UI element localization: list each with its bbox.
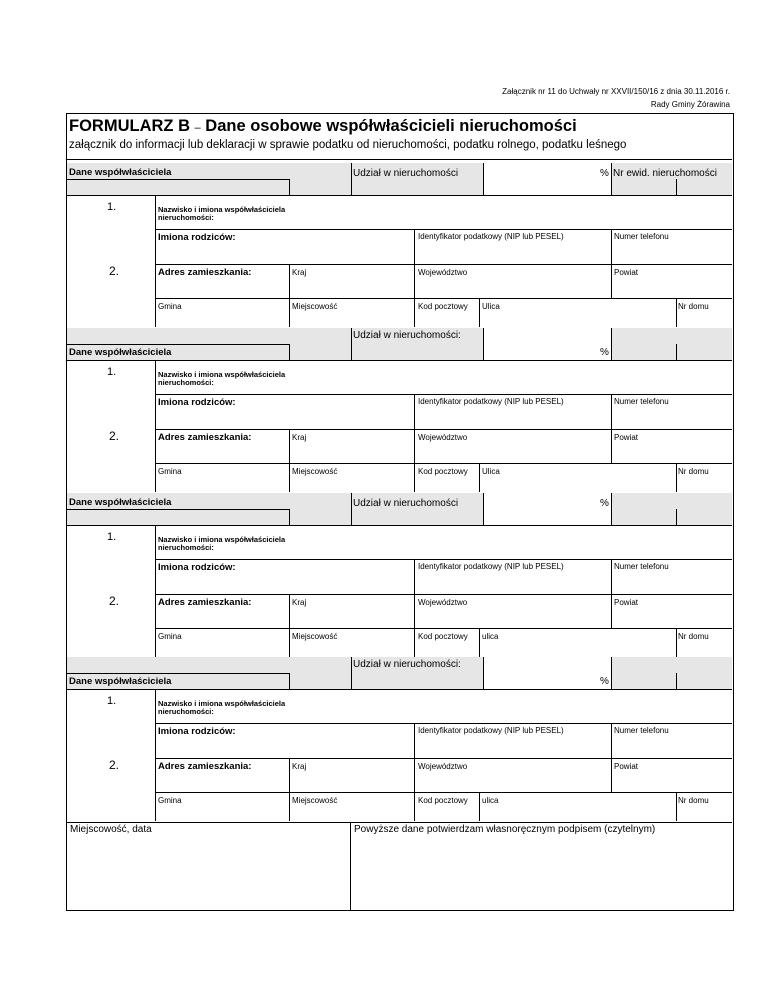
house-number-input[interactable]: [677, 313, 730, 326]
name-input[interactable]: [327, 528, 727, 556]
parents-label: Imiona rodziców:: [158, 397, 236, 408]
commune-input[interactable]: [156, 643, 287, 656]
percent-sign: %: [600, 676, 609, 687]
share-label: Udział w nieruchomości:: [353, 330, 461, 341]
tax-id-input[interactable]: [415, 243, 609, 263]
house-number-label: Nr domu: [678, 302, 709, 311]
postal-code-label: Kod pocztowy: [418, 796, 468, 805]
tax-id-input[interactable]: [415, 408, 609, 428]
country-input[interactable]: [290, 279, 412, 297]
address-label: Adres zamieszkania:: [158, 597, 252, 608]
ewid-field[interactable]: [611, 657, 732, 689]
address-label: Adres zamieszkania:: [158, 432, 252, 443]
divider: [351, 493, 352, 525]
divider: [67, 822, 732, 823]
form-title-dash: –: [194, 122, 201, 134]
parents-label: Imiona rodziców:: [158, 726, 236, 737]
divider: [155, 429, 732, 430]
postal-code-label: Kod pocztowy: [418, 302, 468, 311]
country-label: Kraj: [292, 433, 307, 442]
attachment-note: Załącznik nr 11 do Uchwały nr XXVII/150/16 z dnia 30.11.2016 r.: [502, 87, 730, 96]
divider: [676, 509, 677, 525]
phone-label: Numer telefonu: [614, 562, 669, 571]
street-input[interactable]: [480, 478, 674, 491]
item-number-2: 2.: [109, 594, 120, 608]
tax-id-input[interactable]: [415, 737, 609, 757]
place-date-label: Miejscowość, data: [70, 824, 152, 835]
place-date-field[interactable]: [69, 836, 347, 906]
form-title: [69, 117, 577, 136]
divider: [611, 163, 612, 195]
divider: [67, 179, 289, 180]
street-input[interactable]: [480, 643, 674, 656]
street-label: ulica: [482, 796, 499, 805]
commune-input[interactable]: [156, 807, 287, 820]
share-label: Udział w nieruchomości:: [353, 659, 461, 670]
form-title-text: Dane osobowe współwłaścicieli nieruchomości: [205, 117, 577, 135]
percent-sign: %: [600, 168, 609, 179]
divider: [289, 673, 290, 689]
divider: [676, 673, 677, 689]
postal-code-label: Kod pocztowy: [418, 467, 468, 476]
commune-input[interactable]: [156, 313, 287, 326]
phone-input[interactable]: [612, 243, 730, 263]
postal-code-input[interactable]: [415, 807, 477, 820]
house-number-input[interactable]: [677, 807, 730, 820]
city-label: Miejscowość: [292, 796, 338, 805]
voivodeship-label: Województwo: [418, 433, 468, 442]
county-input[interactable]: [612, 773, 730, 791]
phone-label: Numer telefonu: [614, 726, 669, 735]
address-label: Adres zamieszkania:: [158, 267, 252, 278]
ewid-field[interactable]: [611, 493, 732, 525]
divider: [155, 594, 732, 595]
name-label: Nazwisko i imiona współwłaściciela nieruchomości:: [158, 699, 286, 716]
tax-id-label: Identyfikator podatkowy (NIP lub PESEL): [418, 232, 564, 241]
item-number-2: 2.: [109, 429, 120, 443]
parents-input[interactable]: [156, 408, 412, 428]
share-input[interactable]: [484, 329, 610, 359]
city-input[interactable]: [290, 807, 412, 820]
city-input[interactable]: [290, 478, 412, 491]
share-input[interactable]: [484, 164, 610, 194]
postal-code-input[interactable]: [415, 643, 477, 656]
street-input[interactable]: [480, 807, 674, 820]
parents-input[interactable]: [156, 737, 412, 757]
postal-code-label: Kod pocztowy: [418, 632, 468, 641]
divider: [155, 298, 732, 299]
house-number-label: Nr domu: [678, 467, 709, 476]
divider: [611, 328, 612, 360]
street-input[interactable]: [480, 313, 674, 326]
tax-id-label: Identyfikator podatkowy (NIP lub PESEL): [418, 726, 564, 735]
county-label: Powiat: [614, 268, 639, 277]
county-input[interactable]: [612, 279, 730, 297]
section-title: Dane współwłaściciela: [69, 347, 172, 358]
house-number-input[interactable]: [677, 478, 730, 491]
ewid-label: Nr ewid. nieruchomości: [613, 168, 717, 179]
parents-input[interactable]: [156, 243, 412, 263]
house-number-label: Nr domu: [678, 796, 709, 805]
name-input[interactable]: [327, 692, 727, 720]
divider: [67, 689, 732, 690]
divider: [351, 657, 352, 689]
name-label: Nazwisko i imiona współwłaściciela nieruchomości:: [158, 535, 286, 552]
commune-label: Gmina: [158, 632, 182, 641]
divider: [611, 493, 612, 525]
divider: [611, 657, 612, 689]
divider: [351, 328, 352, 360]
voivodeship-input[interactable]: [415, 773, 609, 791]
voivodeship-label: Województwo: [418, 268, 468, 277]
item-number-1: 1.: [107, 695, 117, 707]
divider: [289, 179, 290, 195]
name-label: Nazwisko i imiona współwłaściciela nieruchomości:: [158, 370, 286, 387]
country-input[interactable]: [290, 609, 412, 627]
postal-code-input[interactable]: [415, 478, 477, 491]
percent-sign: %: [600, 498, 609, 509]
parents-label: Imiona rodziców:: [158, 562, 236, 573]
divider: [155, 394, 732, 395]
phone-label: Numer telefonu: [614, 232, 669, 241]
divider: [67, 159, 732, 160]
county-label: Powiat: [614, 433, 639, 442]
item-number-2: 2.: [109, 264, 120, 278]
divider: [155, 628, 732, 629]
share-label: Udział w nieruchomości: [353, 168, 459, 179]
tax-id-label: Identyfikator podatkowy (NIP lub PESEL): [418, 397, 564, 406]
divider: [67, 509, 289, 510]
name-label: Nazwisko i imiona współwłaściciela nieruchomości:: [158, 205, 286, 222]
divider: [67, 360, 732, 361]
house-number-input[interactable]: [677, 643, 730, 656]
section-title: Dane współwłaściciela: [69, 497, 172, 508]
divider: [155, 264, 732, 265]
country-label: Kraj: [292, 598, 307, 607]
ewid-field[interactable]: [611, 328, 732, 360]
parents-label: Imiona rodziców:: [158, 232, 236, 243]
signature-label: Powyższe dane potwierdzam własnoręcznym podpisem (czytelnym): [354, 824, 656, 835]
item-number-2: 2.: [109, 758, 120, 772]
form-b: [66, 113, 734, 911]
voivodeship-input[interactable]: [415, 444, 609, 462]
divider: [155, 463, 732, 464]
commune-label: Gmina: [158, 467, 182, 476]
section-title: Dane współwłaściciela: [69, 167, 172, 178]
divider: [67, 195, 732, 196]
tax-id-input[interactable]: [415, 573, 609, 593]
county-input[interactable]: [612, 444, 730, 462]
divider: [289, 344, 290, 360]
postal-code-input[interactable]: [415, 313, 477, 326]
divider: [155, 229, 732, 230]
country-input[interactable]: [290, 444, 412, 462]
divider: [67, 673, 289, 674]
divider: [155, 792, 732, 793]
county-input[interactable]: [612, 609, 730, 627]
footer-divider: [350, 822, 351, 910]
council-name: Rady Gminy Żórawina: [650, 100, 730, 109]
city-label: Miejscowość: [292, 632, 338, 641]
country-label: Kraj: [292, 762, 307, 771]
form-subtitle: załącznik do informacji lub deklaracji w sprawie podatku od nieruchomości, podatku rolnego, podatku leśnego: [69, 139, 627, 151]
divider: [676, 179, 677, 195]
commune-label: Gmina: [158, 302, 182, 311]
phone-input[interactable]: [612, 408, 730, 428]
name-input[interactable]: [327, 363, 727, 391]
street-label: Ulica: [482, 302, 500, 311]
divider: [155, 559, 732, 560]
street-label: ulica: [482, 632, 499, 641]
phone-input[interactable]: [612, 573, 730, 593]
city-input[interactable]: [290, 643, 412, 656]
item-number-1: 1.: [107, 366, 117, 378]
name-input[interactable]: [327, 198, 727, 226]
country-label: Kraj: [292, 268, 307, 277]
address-label: Adres zamieszkania:: [158, 761, 252, 772]
signature-field[interactable]: [354, 836, 730, 906]
share-input[interactable]: [484, 494, 610, 524]
phone-input[interactable]: [612, 737, 730, 757]
form-title-code: FORMULARZ B: [69, 117, 190, 135]
divider: [289, 509, 290, 525]
item-number-1: 1.: [107, 531, 117, 543]
parents-input[interactable]: [156, 573, 412, 593]
commune-label: Gmina: [158, 796, 182, 805]
commune-input[interactable]: [156, 478, 287, 491]
voivodeship-label: Województwo: [418, 598, 468, 607]
item-number-1: 1.: [107, 201, 117, 213]
share-label: Udział w nieruchomości: [353, 498, 459, 509]
divider: [676, 344, 677, 360]
divider: [67, 525, 732, 526]
phone-label: Numer telefonu: [614, 397, 669, 406]
county-label: Powiat: [614, 598, 639, 607]
tax-id-label: Identyfikator podatkowy (NIP lub PESEL): [418, 562, 564, 571]
share-input[interactable]: [484, 658, 610, 688]
percent-sign: %: [600, 347, 609, 358]
voivodeship-label: Województwo: [418, 762, 468, 771]
divider: [67, 344, 289, 345]
county-label: Powiat: [614, 762, 639, 771]
voivodeship-input[interactable]: [415, 279, 609, 297]
house-number-label: Nr domu: [678, 632, 709, 641]
city-input[interactable]: [290, 313, 412, 326]
country-input[interactable]: [290, 773, 412, 791]
divider: [155, 723, 732, 724]
city-label: Miejscowość: [292, 302, 338, 311]
divider: [351, 163, 352, 195]
street-label: Ulica: [482, 467, 500, 476]
section-title: Dane współwłaściciela: [69, 676, 172, 687]
city-label: Miejscowość: [292, 467, 338, 476]
voivodeship-input[interactable]: [415, 609, 609, 627]
divider: [155, 758, 732, 759]
